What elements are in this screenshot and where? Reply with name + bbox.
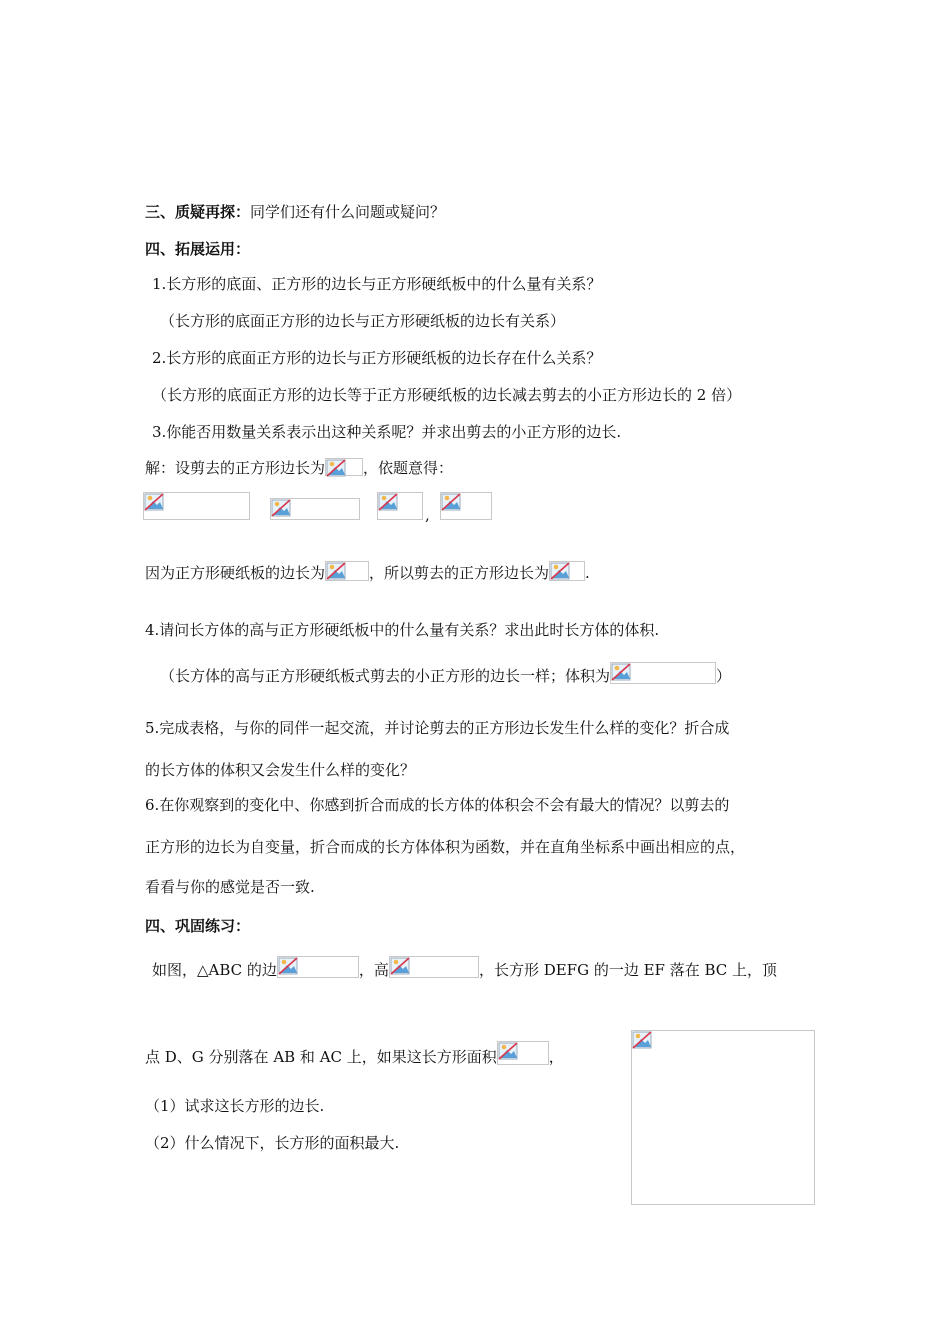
practice-line2 xyxy=(145,1041,564,1067)
so-text: ，所以剪去的正方形边长为 xyxy=(369,564,550,582)
practice-p2a: 点 D、G 分别落在 AB 和 AC 上，如果这长方形面积 xyxy=(145,1048,497,1066)
broken-image-icon xyxy=(278,957,298,975)
q5-line2: 的长方体的体积又会发生什么样的变化？ xyxy=(145,761,416,779)
q3-text: 3.你能否用数量关系表示出这种关系呢？并求出剪去的小正方形的边长. xyxy=(152,423,622,441)
broken-image-icon xyxy=(271,499,291,517)
triangle-figure-image xyxy=(631,1030,815,1205)
formula-image xyxy=(610,662,716,684)
q4-answer-start: （长方体的高与正方形硬纸板式剪去的小正方形的边长一样；体积为 xyxy=(160,667,611,685)
q4-text: 4.请问长方体的高与正方形硬纸板中的什么量有关系？求出此时长方体的体积. xyxy=(145,621,660,639)
broken-image-icon xyxy=(498,1042,518,1060)
solution-intro-end: ，依题意得： xyxy=(363,459,454,477)
q1-text: 1.长方形的底面、正方形的边长与正方形硬纸板中的什么量有关系？ xyxy=(152,275,602,293)
q2-text: 2.长方形的底面正方形的边长与正方形硬纸板的边长存在什么关系？ xyxy=(152,349,602,367)
practice-p1a: 如图，△ABC 的边 xyxy=(152,961,277,979)
practice-sub2: （2）什么情况下，长方形的面积最大. xyxy=(145,1134,400,1152)
broken-image-icon xyxy=(326,562,346,580)
solution-intro: 解：设剪去的正方形边长为 xyxy=(145,459,326,477)
practice-heading: 四、巩固练习： xyxy=(145,917,251,935)
broken-image-icon xyxy=(611,663,631,681)
broken-image-icon xyxy=(550,562,570,580)
formula-image xyxy=(497,1041,549,1065)
broken-image-icon xyxy=(144,493,164,511)
formula-image xyxy=(277,956,359,978)
practice-sub1: （1）试求这长方形的边长. xyxy=(145,1097,325,1115)
equation-image-3 xyxy=(377,492,423,520)
q6-line1: 6.在你观察到的变化中、你感到折合而成的长方体的体积会不会有最大的情况？以剪去的 xyxy=(145,796,730,814)
equation-comma: , xyxy=(425,506,430,524)
q5-line1: 5.完成表格，与你的同伴一起交流，并讨论剪去的正方形边长发生什么样的变化？折合成 xyxy=(145,719,730,737)
section4-heading: 四、拓展运用： xyxy=(145,240,251,258)
equation-image-2 xyxy=(270,498,360,520)
because-period: . xyxy=(585,564,590,582)
formula-image xyxy=(389,956,479,978)
q6-line2: 正方形的边长为自变量，折合而成的长方体体积为函数，并在直角坐标系中画出相应的点， xyxy=(145,838,746,856)
formula-image xyxy=(325,561,369,581)
broken-image-icon xyxy=(326,459,346,477)
equation-image-4 xyxy=(440,492,492,520)
q4-answer-line xyxy=(160,662,731,686)
practice-line1 xyxy=(152,956,777,980)
practice-p2b: ， xyxy=(548,1048,564,1066)
section3-line xyxy=(145,202,445,222)
broken-image-icon xyxy=(441,493,461,511)
section3-text: 同学们还有什么问题或疑问？ xyxy=(250,203,446,221)
broken-image-icon xyxy=(378,493,398,511)
broken-image-icon xyxy=(390,957,410,975)
equation-image-1 xyxy=(143,492,250,520)
practice-p1c: ，长方形 DEFG 的一边 EF 落在 BC 上，顶 xyxy=(478,961,778,979)
because-text: 因为正方形硬纸板的边长为 xyxy=(145,564,326,582)
formula-image xyxy=(549,561,585,581)
q6-line3: 看看与你的感觉是否一致. xyxy=(145,878,315,896)
solution-line xyxy=(145,458,453,478)
formula-image xyxy=(325,458,363,476)
section3-heading: 三、质疑再探： xyxy=(145,203,251,221)
q2-answer: （长方形的底面正方形的边长等于正方形硬纸板的边长减去剪去的小正方形边长的 2 倍） xyxy=(152,386,742,404)
broken-image-icon xyxy=(632,1031,652,1049)
q4-answer-end: ） xyxy=(716,667,732,685)
practice-p1b: ，高 xyxy=(358,961,389,979)
q1-answer: （长方形的底面正方形的边长与正方形硬纸板的边长有关系） xyxy=(160,312,566,330)
because-line xyxy=(145,561,590,583)
